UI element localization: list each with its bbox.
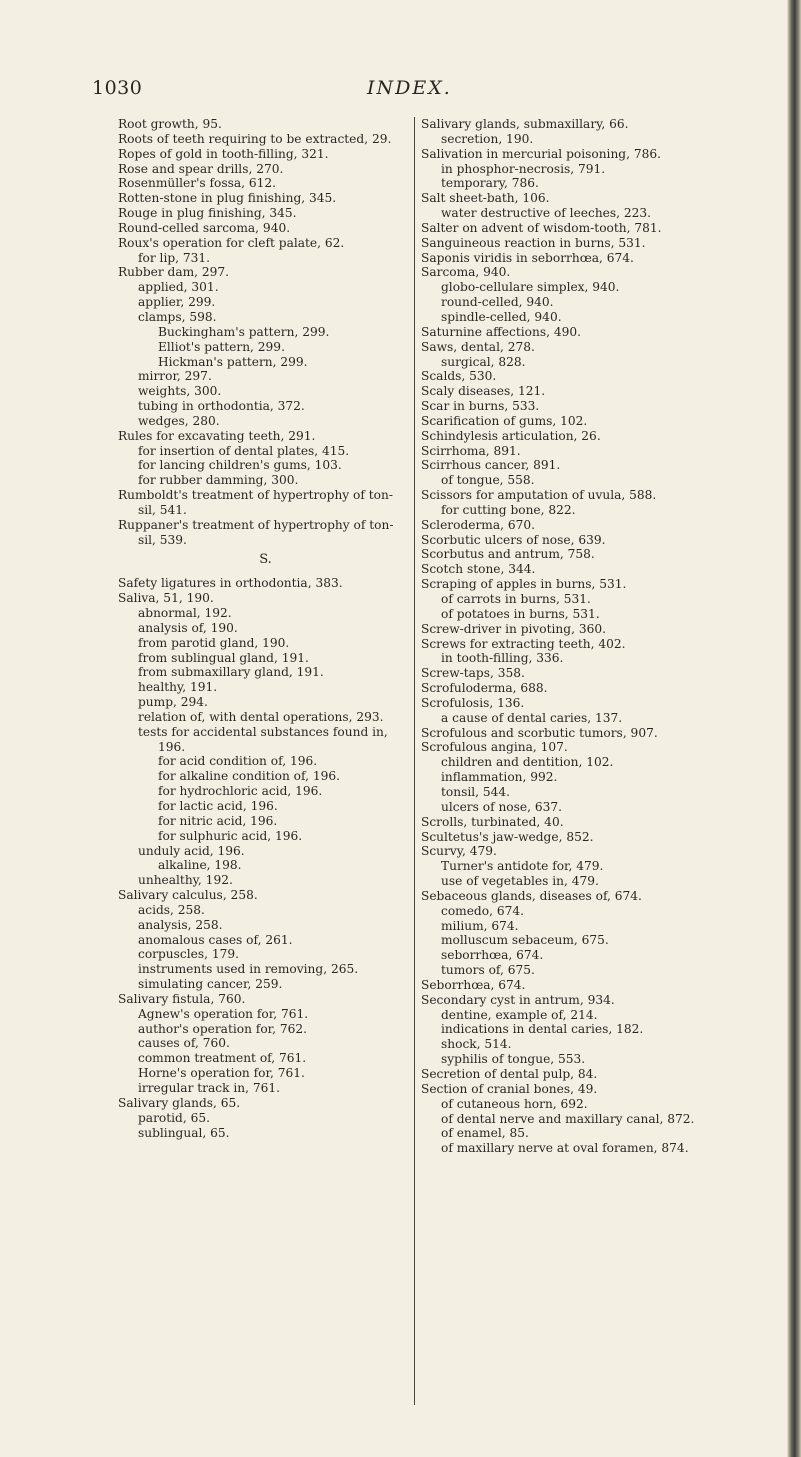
index-subentry: unduly acid, 196. [138, 843, 245, 858]
index-entry: Salivation in mercurial poisoning, 786. [421, 146, 661, 161]
index-subentry: sublingual, 65. [138, 1125, 230, 1140]
index-column-right [421, 117, 751, 1156]
index-subentry: common treatment of, 761. [138, 1051, 307, 1066]
section-letter: S. [259, 552, 272, 568]
index-subentry: for nitric acid, 196. [158, 813, 278, 828]
index-subentry: for alkaline condition of, 196. [158, 769, 340, 784]
index-subentry: ulcers of nose, 637. [441, 799, 563, 814]
index-subentry: inflammation, 992. [441, 770, 558, 785]
index-subentry: Buckingham's pattern, 299. [158, 324, 330, 339]
index-subentry: applier, 299. [138, 295, 216, 310]
index-subentry: seborrhœa, 674. [441, 948, 544, 963]
index-entry: Screws for extracting teeth, 402. [421, 636, 626, 651]
index-subentry: for acid condition of, 196. [158, 754, 318, 769]
index-subentry: water destructive of leeches, 223. [441, 206, 652, 221]
index-subentry: syphilis of tongue, 553. [441, 1052, 586, 1067]
index-entry: Saliva, 51, 190. [118, 591, 214, 606]
index-subentry: tubing in orthodontia, 372. [138, 399, 305, 414]
page-title: INDEX. [367, 77, 452, 99]
index-subentry: of tongue, 558. [441, 473, 535, 488]
index-entry: Screw-driver in pivoting, 360. [421, 621, 606, 636]
index-subentry: secretion, 190. [441, 131, 534, 146]
index-subentry: round-celled, 940. [441, 295, 554, 310]
index-subentry: Hickman's pattern, 299. [158, 354, 308, 369]
index-subentry: of carrots in burns, 531. [441, 592, 591, 606]
index-entry: Scirrhous cancer, 891. [421, 458, 561, 473]
index-column-left [118, 117, 413, 1140]
index-subentry: alkaline, 198. [158, 858, 242, 873]
index-subentry: corpuscles, 179. [138, 947, 239, 962]
index-subentry: of cutaneous horn, 692. [441, 1096, 588, 1111]
index-entry: Section of cranial bones, 49. [421, 1081, 598, 1096]
index-subentry: Elliot's pattern, 299. [158, 339, 285, 354]
index-entry: Rose and spear drills, 270. [118, 161, 284, 176]
index-entry: Scleroderma, 670. [421, 517, 535, 532]
index-subentry: shock, 514. [441, 1037, 512, 1052]
index-subentry: tumors of, 675. [441, 963, 535, 978]
index-entry: Scrofulous angina, 107. [421, 740, 568, 755]
index-subentry: parotid, 65. [138, 1110, 210, 1125]
index-entry: Sanguineous reaction in burns, 531. [421, 235, 646, 250]
index-entry: Safety ligatures in orthodontia, 383. [118, 576, 343, 591]
index-entry: Sebaceous glands, diseases of, 674. [421, 888, 642, 903]
index-subentry: for lip, 731. [138, 250, 211, 265]
index-subentry: tonsil, 544. [441, 784, 511, 799]
index-subentry: for hydrochloric acid, 196. [158, 784, 323, 799]
index-subentry: applied, 301. [138, 280, 219, 295]
index-entry: Scissors for amputation of uvula, 588. [421, 488, 657, 503]
index-subentry: author's operation for, 762. [138, 1021, 308, 1036]
index-entry: Salivary fistula, 760. [118, 991, 246, 1006]
index-subentry: for insertion of dental plates, 415. [138, 443, 350, 458]
index-subentry: for lancing children's gums, 103. [138, 458, 342, 473]
index-entry: Salt sheet-bath, 106. [421, 191, 550, 206]
index-entry: Rouge in plug finishing, 345. [118, 206, 297, 221]
index-subentry: unhealthy, 192. [138, 873, 233, 888]
index-subentry: children and dentition, 102. [441, 755, 614, 770]
index-entry: Rumboldt's treatment of hypertrophy of ton- sil, 541. [118, 488, 393, 517]
column-divider [414, 117, 415, 1405]
index-subentry: Turner's antidote for, 479. [441, 859, 604, 874]
index-subentry: for rubber damming, 300. [138, 473, 299, 488]
index-entry: Scaly diseases, 121. [421, 384, 546, 399]
scan-edge [787, 0, 801, 1457]
index-entry: Ropes of gold in tooth-filling, 321. [118, 146, 329, 161]
index-entry: Scultetus's jaw-wedge, 852. [421, 829, 594, 844]
index-entry: Seborrhœa, 674. [421, 977, 526, 992]
index-subentry: surgical, 828. [441, 354, 526, 369]
index-subentry: wedges, 280. [138, 413, 220, 428]
index-subentry: healthy, 191. [138, 680, 218, 695]
index-subentry: pump, 294. [138, 695, 208, 710]
index-subentry: in phosphor-necrosis, 791. [441, 161, 606, 176]
index-entry: Secretion of dental pulp, 84. [421, 1067, 598, 1081]
index-entry: Round-celled sarcoma, 940. [118, 220, 291, 235]
index-subentry: causes of, 760. [138, 1036, 230, 1051]
index-subentry: of enamel, 85. [441, 1126, 529, 1141]
index-subentry: relation of, with dental operations, 293. [138, 709, 384, 724]
index-subentry: Horne's operation for, 761. [138, 1066, 305, 1081]
index-subentry: of maxillary nerve at oval foramen, 874. [441, 1141, 689, 1156]
index-entry: Saws, dental, 278. [421, 339, 535, 354]
index-subentry: simulating cancer, 259. [138, 977, 283, 992]
index-subentry: of dental nerve and maxillary canal, 872. [441, 1111, 695, 1126]
index-subentry: instruments used in removing, 265. [138, 962, 359, 977]
index-subentry: for sulphuric acid, 196. [158, 828, 303, 843]
index-subentry: temporary, 786. [441, 176, 539, 191]
index-entry: Scalds, 530. [421, 369, 497, 384]
index-entry: Scraping of apples in burns, 531. [421, 577, 627, 592]
index-entry: Scrolls, turbinated, 40. [421, 814, 564, 829]
index-subentry: clamps, 598. [138, 309, 217, 324]
index-subentry: analysis of, 190. [138, 620, 238, 635]
index-subentry: comedo, 674. [441, 903, 524, 918]
index-entry: Salivary glands, 65. [118, 1095, 241, 1110]
index-subentry: globo-cellulare simplex, 940. [441, 280, 620, 295]
index-subentry: molluscum sebaceum, 675. [441, 933, 609, 948]
index-subentry: use of vegetables in, 479. [441, 874, 599, 889]
index-subentry: in tooth-filling, 336. [441, 651, 564, 666]
index-entry: Ruppaner's treatment of hypertrophy of ton- sil, 539. [118, 517, 394, 547]
index-subentry: irregular track in, 761. [138, 1081, 280, 1095]
index-entry: Scotch stone, 344. [421, 562, 536, 577]
index-entry: Rotten-stone in plug finishing, 345. [118, 191, 337, 206]
index-entry: Salivary calculus, 258. [118, 888, 258, 903]
index-entry: Salivary glands, submaxillary, 66. [421, 117, 629, 131]
index-subentry: dentine, example of, 214. [441, 1007, 598, 1022]
index-entry: Roots of teeth requiring to be extracted, 29. [118, 131, 392, 146]
index-subentry: abnormal, 192. [138, 606, 232, 620]
index-entry: Rules for excavating teeth, 291. [118, 428, 316, 443]
index-entry: Schindylesis articulation, 26. [421, 428, 601, 443]
index-subentry: indications in dental caries, 182. [441, 1022, 644, 1037]
index-subentry: tests for accidental substances found in, 196. [138, 724, 388, 754]
index-entry: Saturnine affections, 490. [421, 324, 581, 339]
index-entry: Scar in burns, 533. [421, 399, 540, 414]
index-entry: Scrofulous and scorbutic tumors, 907. [421, 725, 658, 740]
index-subentry: acids, 258. [138, 902, 205, 917]
index-subentry: for cutting bone, 822. [441, 502, 576, 517]
index-subentry: a cause of dental caries, 137. [441, 710, 623, 725]
index-entry: Saponis viridis in seborrhœa, 674. [421, 250, 634, 265]
index-subentry: weights, 300. [138, 384, 222, 399]
index-subentry: for lactic acid, 196. [158, 798, 278, 813]
index-entry: Roux's operation for cleft palate, 62. [118, 235, 345, 250]
index-entry: Salter on advent of wisdom-tooth, 781. [421, 220, 662, 235]
index-entry: Secondary cyst in antrum, 934. [421, 992, 615, 1007]
index-subentry: Agnew's operation for, 761. [138, 1006, 309, 1021]
index-entry: Scrofulosis, 136. [421, 695, 525, 710]
index-subentry: mirror, 297. [138, 369, 212, 384]
index-subentry: of potatoes in burns, 531. [441, 606, 600, 621]
index-entry: Scurvy, 479. [421, 844, 497, 859]
page-number: 1030 [92, 77, 143, 99]
page-header [92, 77, 742, 107]
index-entry: Root growth, 95. [118, 117, 222, 131]
index-subentry: from parotid gland, 190. [138, 635, 290, 650]
index-subentry: spindle-celled, 940. [441, 309, 562, 324]
index-entry: Rosenmüller's fossa, 612. [118, 176, 277, 191]
index-entry: Scorbutus and antrum, 758. [421, 547, 595, 562]
index-subentry: milium, 674. [441, 918, 519, 933]
index-entry: Scorbutic ulcers of nose, 639. [421, 532, 606, 547]
index-entry: Scirrhoma, 891. [421, 443, 521, 458]
index-entry: Screw-taps, 358. [421, 666, 525, 681]
index-entry: Rubber dam, 297. [118, 265, 230, 280]
index-subentry: analysis, 258. [138, 917, 223, 932]
index-entry: Scrofuloderma, 688. [421, 681, 548, 696]
index-entry: Sarcoma, 940. [421, 265, 511, 280]
index-entry: Scarification of gums, 102. [421, 413, 588, 428]
index-subentry: anomalous cases of, 261. [138, 932, 293, 947]
index-subentry: from sublingual gland, 191. [138, 650, 309, 665]
index-subentry: from submaxillary gland, 191. [138, 665, 324, 680]
